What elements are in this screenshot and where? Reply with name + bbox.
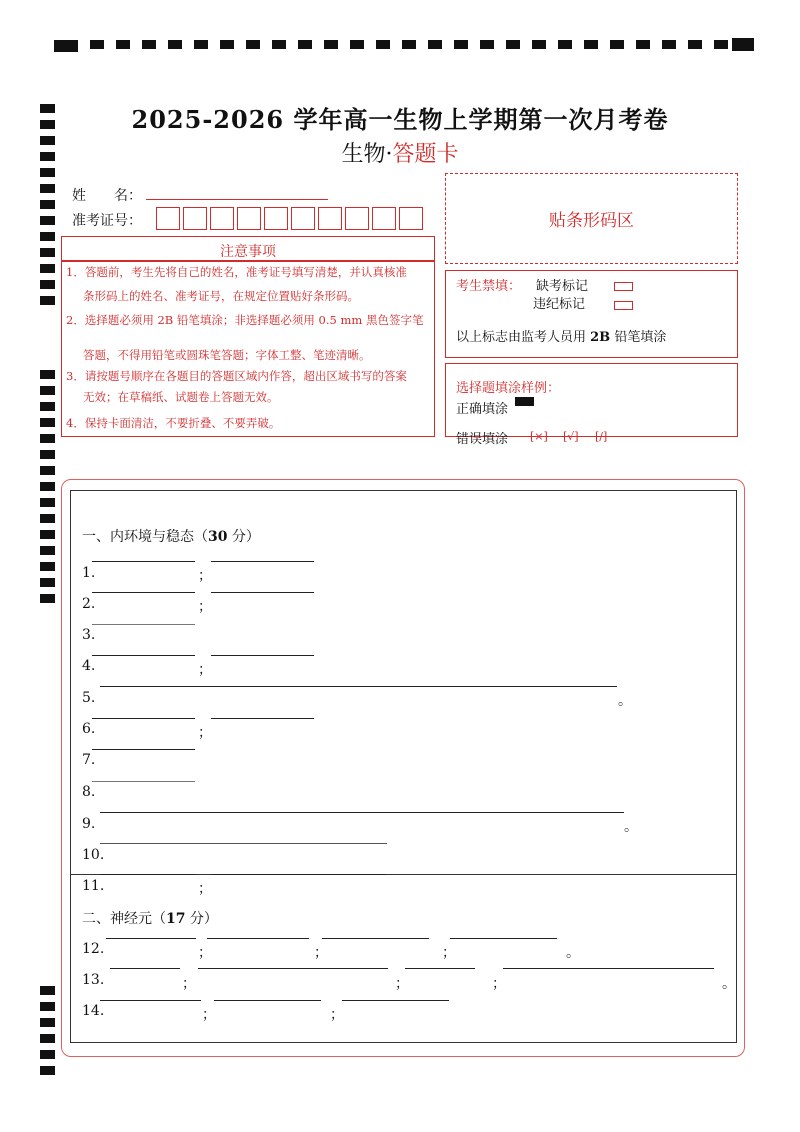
semicolon: ； xyxy=(330,1007,344,1023)
section-title-text: 二、神经元（ xyxy=(82,911,166,927)
timing-mark xyxy=(40,482,55,491)
exam-digit-box[interactable] xyxy=(399,207,423,230)
timing-mark xyxy=(40,1050,55,1059)
section-1-title xyxy=(82,526,260,546)
absent-mark-box[interactable] xyxy=(614,282,633,291)
timing-mark xyxy=(272,40,286,49)
violation-label: 违纪标记 xyxy=(533,297,586,312)
timing-mark xyxy=(246,40,260,49)
answer-blank[interactable] xyxy=(207,938,309,939)
timing-mark xyxy=(194,40,208,49)
semicolon: ； xyxy=(442,945,456,961)
semicolon: ； xyxy=(395,976,409,992)
timing-mark xyxy=(40,1034,55,1043)
section-2-box xyxy=(70,874,737,1043)
timing-mark xyxy=(40,434,55,443)
filled-mark-icon xyxy=(515,397,534,406)
exam-digit-box[interactable] xyxy=(291,207,315,230)
timing-mark xyxy=(40,530,55,539)
timing-mark xyxy=(40,280,55,289)
section-unit: 分） xyxy=(227,529,260,545)
timing-mark xyxy=(40,514,55,523)
answer-blank[interactable] xyxy=(211,592,314,593)
wrong-mark-icon: [/] xyxy=(595,430,608,443)
timing-mark xyxy=(142,40,156,49)
timing-mark xyxy=(402,40,416,49)
question-number: 10. xyxy=(82,847,105,863)
semicolon: ； xyxy=(198,945,212,961)
answer-blank[interactable] xyxy=(322,938,429,939)
answer-blank[interactable] xyxy=(100,874,195,875)
timing-mark xyxy=(428,40,442,49)
timing-mark xyxy=(558,40,572,49)
question-number: 1. xyxy=(82,565,96,581)
question-number: 12. xyxy=(82,941,105,957)
answer-blank[interactable] xyxy=(92,561,195,562)
timing-mark xyxy=(40,498,55,507)
timing-mark xyxy=(40,1066,55,1075)
semicolon: ； xyxy=(198,725,212,741)
question-number: 8. xyxy=(82,784,96,800)
answer-blank[interactable] xyxy=(100,686,617,687)
timing-mark xyxy=(220,40,234,49)
notice-line: 条形码上的姓名、准考证号，在规定位置贴好条形码。 xyxy=(83,289,359,303)
timing-mark xyxy=(584,40,598,49)
timing-mark xyxy=(40,296,55,305)
forbidden-note-tail: 铅笔填涂 xyxy=(610,330,667,345)
notice-title-box xyxy=(61,236,435,262)
wrong-mark-icon: [√] xyxy=(563,430,579,443)
timing-mark xyxy=(350,40,364,49)
period: 。 xyxy=(624,819,638,835)
forbidden-note xyxy=(456,326,666,345)
question-number: 5. xyxy=(82,690,96,706)
question-number: 4. xyxy=(82,658,96,674)
timing-mark xyxy=(168,40,182,49)
exam-digit-box[interactable] xyxy=(210,207,234,230)
forbidden-note-bold: 2B xyxy=(590,330,611,345)
subtitle-subject: 生物· xyxy=(341,142,393,167)
timing-mark xyxy=(662,40,676,49)
semicolon: ； xyxy=(202,1007,216,1023)
sample-title: 选择题填涂样例： xyxy=(456,381,561,396)
notice-line: 2．选择题必须用 2B 铅笔填涂；非选择题必须用 0.5 mm 黑色签字笔 xyxy=(66,313,424,327)
answer-blank[interactable] xyxy=(92,655,195,656)
timing-mark xyxy=(40,986,55,995)
answer-blank[interactable] xyxy=(92,718,195,719)
timing-mark xyxy=(40,466,55,475)
timing-mark xyxy=(454,40,468,49)
timing-mark xyxy=(40,418,55,427)
timing-mark xyxy=(298,40,312,49)
timing-mark xyxy=(40,578,55,587)
semicolon: ； xyxy=(492,976,506,992)
exam-digit-box[interactable] xyxy=(345,207,369,230)
answer-blank[interactable] xyxy=(198,968,388,969)
page-subtitle xyxy=(0,137,800,168)
timing-mark xyxy=(40,264,55,273)
page-title: 2025-2026 学年高一生物上学期第一次月考卷 xyxy=(131,105,669,134)
section-2-title xyxy=(82,908,218,928)
answer-blank[interactable] xyxy=(503,968,714,969)
timing-mark xyxy=(636,40,650,49)
section-score: 17 xyxy=(166,911,186,927)
answer-blank[interactable] xyxy=(100,1000,201,1001)
timing-mark xyxy=(40,248,55,257)
timing-mark xyxy=(40,216,55,225)
question-number: 6. xyxy=(82,721,96,737)
timing-mark xyxy=(116,40,130,49)
timing-mark xyxy=(90,40,104,49)
barcode-label: 贴条形码区 xyxy=(549,211,634,231)
semicolon: ； xyxy=(182,976,196,992)
question-number: 14. xyxy=(82,1003,105,1019)
question-number: 13. xyxy=(82,972,105,988)
answer-blank[interactable] xyxy=(92,749,195,750)
name-label: 姓 名： xyxy=(72,188,142,204)
notice-line: 3．请按题号顺序在各题目的答题区域内作答，超出区域书写的答案 xyxy=(66,369,407,383)
semicolon: ； xyxy=(314,945,328,961)
notice-line: 无效；在草稿纸、试题卷上答题无效。 xyxy=(83,390,279,404)
question-number: 11. xyxy=(82,878,105,894)
semicolon: ； xyxy=(198,568,212,584)
answer-blank[interactable] xyxy=(450,938,557,939)
timing-mark xyxy=(324,40,338,49)
timing-mark xyxy=(40,450,55,459)
timing-mark xyxy=(40,1018,55,1027)
timing-mark xyxy=(610,40,624,49)
notice-title: 注意事项 xyxy=(220,244,276,260)
period: 。 xyxy=(722,976,736,992)
timing-mark xyxy=(54,40,78,52)
exam-digit-box[interactable] xyxy=(372,207,396,230)
semicolon: ； xyxy=(198,599,212,615)
answer-blank[interactable] xyxy=(110,968,180,969)
timing-mark xyxy=(40,546,55,555)
section-unit: 分） xyxy=(185,911,218,927)
notice-line: 1．答题前，考生先将自己的姓名，准考证号填写清楚，并认真核准 xyxy=(66,265,407,279)
wrong-mark-icon: [×] xyxy=(530,430,548,443)
question-number: 9. xyxy=(82,816,96,832)
exam-digit-box[interactable] xyxy=(318,207,342,230)
exam-no-label: 准考证号： xyxy=(72,213,142,229)
notice-line: 答题，不得用铅笔或圆珠笔答题；字体工整、笔迹清晰。 xyxy=(83,348,371,362)
timing-mark xyxy=(40,562,55,571)
timing-mark xyxy=(40,200,55,209)
semicolon: ； xyxy=(198,662,212,678)
timing-mark xyxy=(714,40,728,49)
exam-digit-box[interactable] xyxy=(264,207,288,230)
timing-mark xyxy=(732,38,754,51)
answer-blank[interactable] xyxy=(211,874,386,875)
sample-wrong-label: 错误填涂 xyxy=(456,432,509,447)
exam-digit-box[interactable] xyxy=(156,207,180,230)
timing-mark xyxy=(40,232,55,241)
timing-mark xyxy=(506,40,520,49)
sample-correct-label: 正确填涂 xyxy=(456,402,509,417)
exam-digit-box[interactable] xyxy=(183,207,207,230)
question-number: 3. xyxy=(82,627,96,643)
answer-blank[interactable] xyxy=(100,843,387,844)
answer-blank[interactable] xyxy=(92,781,195,782)
timing-mark xyxy=(40,168,55,177)
timing-mark xyxy=(688,40,702,49)
semicolon: ； xyxy=(198,881,212,897)
forbidden-label: 考生禁填： xyxy=(456,279,522,294)
timing-mark xyxy=(532,40,546,49)
exam-digit-box[interactable] xyxy=(237,207,261,230)
timing-mark xyxy=(40,370,55,379)
section-title-text: 一、内环境与稳态（ xyxy=(82,529,208,545)
subtitle-card: 答题卡 xyxy=(392,142,459,167)
barcode-area xyxy=(445,173,738,264)
answer-blank[interactable] xyxy=(92,592,195,593)
timing-mark xyxy=(40,594,55,603)
name-input[interactable] xyxy=(146,199,328,200)
answer-blank[interactable] xyxy=(92,624,195,625)
timing-mark xyxy=(40,386,55,395)
answer-blank[interactable] xyxy=(211,561,314,562)
absent-label: 缺考标记 xyxy=(536,279,589,294)
timing-mark xyxy=(376,40,390,49)
answer-blank[interactable] xyxy=(405,968,475,969)
period: 。 xyxy=(618,693,632,709)
question-number: 2. xyxy=(82,596,96,612)
answer-blank[interactable] xyxy=(211,655,314,656)
period: 。 xyxy=(566,945,580,961)
answer-blank[interactable] xyxy=(106,938,196,939)
question-number: 7. xyxy=(82,752,96,768)
answer-blank[interactable] xyxy=(100,812,624,813)
answer-blank[interactable] xyxy=(211,718,314,719)
forbidden-note-text: 以上标志由监考人员用 xyxy=(456,330,591,345)
violation-mark-box[interactable] xyxy=(614,301,633,310)
section-score: 30 xyxy=(208,529,228,545)
timing-mark xyxy=(480,40,494,49)
timing-mark xyxy=(40,402,55,411)
notice-line: 4．保持卡面清洁，不要折叠、不要弄破。 xyxy=(66,416,281,430)
answer-blank[interactable] xyxy=(214,1000,321,1001)
timing-mark xyxy=(40,184,55,193)
answer-blank[interactable] xyxy=(342,1000,449,1001)
timing-mark xyxy=(40,1002,55,1011)
